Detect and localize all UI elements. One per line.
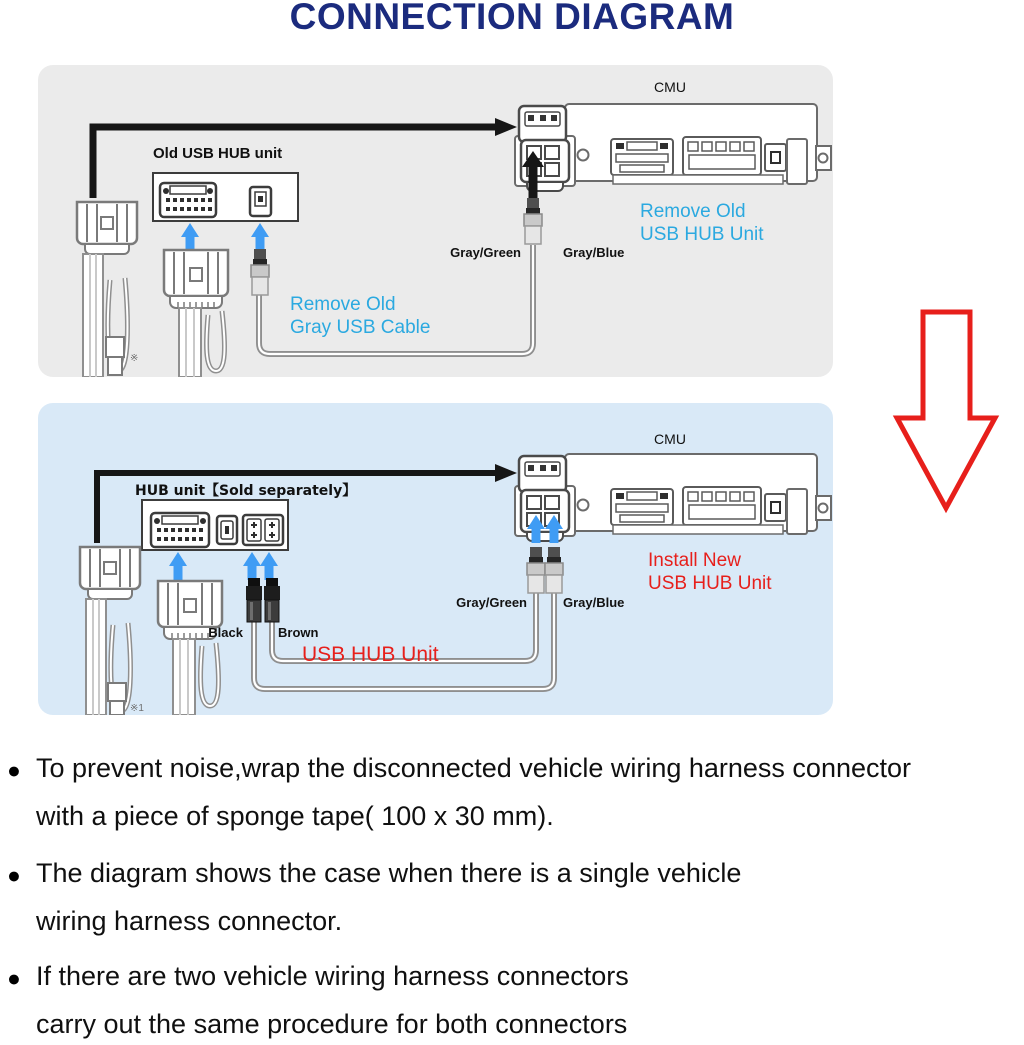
note-line: If there are two vehicle wiring harness connectors	[36, 961, 629, 991]
cmu-label: CMU	[654, 431, 686, 447]
vehicle-harness-connector-2	[164, 250, 228, 377]
remove-cable-note-line1: Remove Old	[290, 294, 396, 315]
panel-new-setup	[38, 403, 833, 715]
route-arrowhead-icon	[495, 118, 517, 136]
plug-in-arrow-icon	[169, 552, 187, 580]
old-hub-main-connector	[160, 183, 216, 217]
new-hub-usb-port	[217, 516, 237, 544]
step-down-arrow-icon	[885, 300, 1010, 525]
plug-right-label: Brown	[278, 625, 319, 640]
plug-in-arrow-icon	[251, 223, 269, 251]
note-line: carry out the same procedure for both connectors	[36, 1009, 628, 1039]
new-hub-double-port	[243, 515, 283, 545]
vehicle-harness-connector-2	[158, 581, 222, 715]
footnote-mark: ※	[130, 353, 139, 364]
footnote-mark: ※1	[130, 703, 144, 714]
usb-plug-gray	[524, 198, 542, 244]
remove-hub-note-line2: USB HUB Unit	[640, 224, 764, 245]
plug-left-label: Black	[208, 625, 243, 640]
remove-cable-note-line2: Gray USB Cable	[290, 317, 431, 338]
new-setup-diagram	[38, 403, 833, 715]
wire-left-label: Gray/Green	[450, 245, 521, 260]
bullet-icon: ●	[7, 757, 21, 783]
install-note-line2: USB HUB Unit	[648, 573, 772, 594]
vehicle-harness-connector	[80, 547, 140, 715]
note-line: The diagram shows the case when there is a single vehicle	[36, 858, 742, 888]
usb-plug-brown	[264, 578, 280, 622]
panel-old-setup	[38, 65, 833, 377]
cmu-unit	[515, 454, 831, 541]
note-line: wiring harness connector.	[36, 906, 343, 936]
usb-plug-grayblue	[545, 547, 563, 593]
route-arrowhead-icon	[495, 464, 517, 482]
bullet-icon: ●	[7, 965, 21, 991]
install-note-line1: Install New	[648, 550, 741, 571]
usb-plug-gray	[251, 249, 269, 295]
new-hub-label: HUB unit【Sold separately】	[135, 483, 357, 499]
bullet-icon: ●	[7, 862, 21, 888]
plug-in-arrow-icon	[243, 552, 261, 580]
new-hub-main-connector	[151, 513, 209, 547]
note-line: with a piece of sponge tape( 100 x 30 mm).	[36, 801, 554, 831]
wire-right-label: Gray/Blue	[563, 595, 625, 610]
plug-in-arrow-icon	[260, 552, 278, 580]
old-setup-diagram	[38, 65, 833, 377]
plug-in-arrow-icon	[181, 223, 199, 251]
page-title: CONNECTION DIAGRAM	[289, 0, 735, 37]
usb-plug-graygreen	[527, 547, 545, 593]
remove-hub-note-line1: Remove Old	[640, 201, 746, 222]
wire-left-label: Gray/Green	[456, 595, 527, 610]
vehicle-harness-connector	[77, 202, 137, 377]
note-line: To prevent noise,wrap the disconnected vehicle wiring harness connector	[36, 753, 911, 783]
usb-hub-unit-label: USB HUB Unit	[302, 643, 439, 666]
old-hub-usb-port	[250, 187, 271, 216]
old-hub-label: Old USB HUB unit	[153, 145, 283, 162]
cmu-label: CMU	[654, 79, 686, 95]
usb-plug-black	[246, 578, 262, 622]
wire-right-label: Gray/Blue	[563, 245, 625, 260]
cmu-unit	[515, 104, 831, 191]
